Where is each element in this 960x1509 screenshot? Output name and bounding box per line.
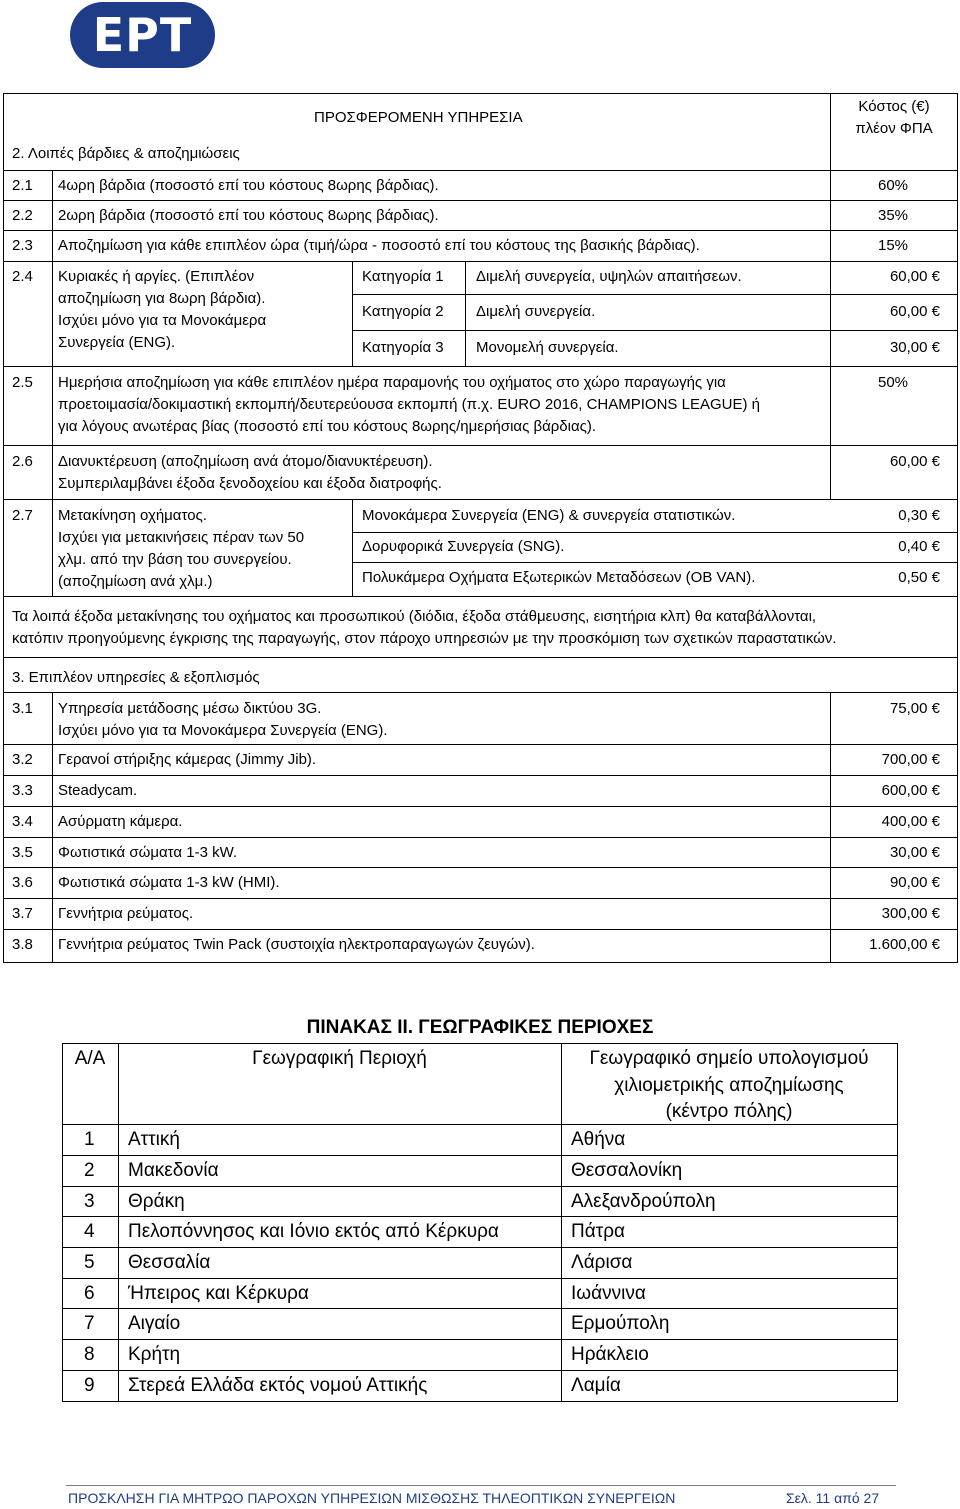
geo-region: Πελοπόννησος και Ιόνιο εκτός από Κέρκυρα [128, 1221, 499, 1242]
geo-region: Ήπειρος και Κέρκυρα [128, 1283, 309, 1304]
geo-city: Ηράκλειο [571, 1344, 649, 1365]
geo-region: Αττική [128, 1129, 180, 1150]
row-desc-line: (αποζημίωση ανά χλμ.) [58, 573, 213, 590]
row-num: 2.2 [12, 207, 33, 224]
row-desc: Γεννήτρια ρεύματος. [58, 905, 194, 922]
category-label: Κατηγορία 3 [362, 339, 444, 356]
header-cost-line2: πλέον ΦΠΑ [855, 120, 933, 137]
row-desc-line: Ισχύει μόνο για τα Μονοκάμερα [58, 312, 267, 329]
row-value: 90,00 € [889, 874, 940, 891]
geo-header-point-line: Γεωγραφικό σημείο υπολογισμού [589, 1048, 869, 1069]
geo-aa: 5 [84, 1252, 95, 1273]
row-value: 1.600,00 € [869, 936, 940, 953]
row-desc: 2ωρη βάρδια (ποσοστό επί του κόστους 8ωρης βάρδιας). [58, 207, 439, 224]
geo-header-aa: Α/Α [74, 1048, 106, 1069]
row-num: 2.6 [12, 453, 33, 470]
vehicle-item-value: 0,30 € [898, 507, 940, 524]
row-desc: Γεννήτρια ρεύματος Twin Pack (συστοιχία ηλεκτροπαραγωγών ζευγών). [58, 936, 535, 953]
row-num: 2.7 [12, 507, 33, 524]
row-desc-line: προετοιμασία/δοκιμαστική εκπομπή/δευτερεύουσα εκπομπή (π.χ. EURO 2016, CHAMPIONS LEAGUE) ή [58, 396, 760, 413]
row-value: 15% [878, 237, 909, 254]
row-desc-line: Κυριακές ή αργίες. (Επιπλέον [58, 268, 255, 285]
geo-city: Αλεξανδρούπολη [571, 1191, 716, 1212]
geo-region: Στερεά Ελλάδα εκτός νομού Αττικής [128, 1375, 428, 1396]
row-desc-line: Ισχύει για μετακινήσεις πέραν των 50 [58, 529, 305, 546]
category-value: 30,00 € [889, 339, 940, 356]
geo-header-region: Γεωγραφική Περιοχή [252, 1048, 427, 1069]
row-desc-line: Μετακίνηση οχήματος. [58, 507, 207, 524]
geo-aa: 6 [84, 1283, 95, 1304]
row-desc-line: Ισχύει μόνο για τα Μονοκάμερα Συνεργεία (ENG). [58, 722, 388, 739]
geo-table-title: ΠΙΝΑΚΑΣ ΙΙ. ΓΕΩΓΡΑΦΙΚΕΣ ΠΕΡΙΟΧΕΣ [306, 1017, 654, 1038]
row-num: 3.5 [12, 844, 33, 861]
row-desc-line: χλμ. από την βάση του συνεργείου. [58, 551, 292, 568]
vehicle-item-value: 0,40 € [898, 538, 940, 555]
row-desc: Φωτιστικά σώματα 1-3 kW (HMI). [58, 874, 280, 891]
footer-title: ΠΡΟΣΚΛΗΣΗ ΓΙΑ ΜΗΤΡΩΟ ΠΑΡΟΧΩΝ ΥΠΗΡΕΣΙΩΝ ΜΙΣΘΩΣΗΣ ΤΗΛΕΟΠΤΙΚΩΝ ΣΥΝΕΡΓΕΙΩΝ [68, 1490, 676, 1506]
row-desc: 4ωρη βάρδια (ποσοστό επί του κόστους 8ωρης βάρδιας). [58, 177, 439, 194]
vehicle-item-desc: Δορυφορικά Συνεργεία (SNG). [362, 538, 565, 555]
geo-aa: 3 [84, 1191, 95, 1212]
geo-city: Λάρισα [571, 1252, 633, 1273]
footer-page-number: Σελ. 11 από 27 [786, 1490, 880, 1506]
geo-aa: 9 [84, 1375, 95, 1396]
geo-aa: 7 [84, 1313, 95, 1334]
category-desc: Διμελή συνεργεία, υψηλών απαιτήσεων. [476, 268, 742, 285]
row-num: 3.1 [12, 700, 33, 717]
geo-region: Θεσσαλία [128, 1252, 211, 1273]
row-desc-line: Συνεργεία (ENG). [58, 334, 176, 351]
row-value: 75,00 € [889, 700, 940, 717]
row-num: 3.2 [12, 751, 33, 768]
row-value: 30,00 € [889, 844, 940, 861]
row-desc-line: Ημερήσια αποζημίωση για κάθε επιπλέον ημέρα παραμονής του οχήματος στο χώρο παραγωγής για [58, 374, 726, 391]
vehicle-item-desc: Μονοκάμερα Συνεργεία (ENG) & συνεργεία στατιστικών. [362, 507, 736, 524]
category-value: 60,00 € [889, 303, 940, 320]
row-desc: Φωτιστικά σώματα 1-3 kW. [58, 844, 238, 861]
row-num: 3.3 [12, 782, 33, 799]
row-num: 2.3 [12, 237, 33, 254]
category-label: Κατηγορία 1 [362, 268, 444, 285]
geo-aa: 2 [84, 1160, 95, 1181]
geo-city: Αθήνα [571, 1129, 626, 1150]
ert-logo: ΕΡΤ [70, 2, 215, 68]
row-num: 3.7 [12, 905, 33, 922]
geo-city: Ιωάννινα [571, 1283, 646, 1304]
vehicle-item-value: 0,50 € [898, 569, 940, 586]
geo-city: Ερμούπολη [571, 1313, 670, 1334]
geo-region: Κρήτη [128, 1344, 181, 1365]
note-line: Τα λοιπά έξοδα μετακίνησης του οχήματος και προσωπικού (διόδια, έξοδα στάθμευσης, εισητήρια κλπ) θα καταβάλλονται, [12, 608, 817, 625]
geo-header-point-line: (κέντρο πόλης) [665, 1101, 793, 1122]
row-value: 600,00 € [881, 782, 940, 799]
row-desc-line: για λόγους ανωτέρας βίας (ποσοστό επί του κόστους 8ωρης/ημερήσιας βάρδιας). [58, 418, 597, 435]
geo-region: Μακεδονία [128, 1160, 219, 1181]
geo-city: Θεσσαλονίκη [571, 1160, 683, 1181]
vehicle-item-desc: Πολυκάμερα Οχήματα Εξωτερικών Μεταδόσεων (OB VAN). [362, 569, 756, 586]
category-desc: Μονομελή συνεργεία. [476, 339, 619, 356]
row-desc-line: αποζημίωση για 8ωρη βάρδια). [58, 290, 266, 307]
row-desc-line: Συμπεριλαμβάνει έξοδα ξενοδοχείου και έξοδα διατροφής. [58, 475, 442, 492]
category-desc: Διμελή συνεργεία. [476, 303, 596, 320]
row-value: 60% [878, 177, 909, 194]
row-desc: Γερανοί στήριξης κάμερας (Jimmy Jib). [58, 751, 317, 768]
category-value: 60,00 € [889, 268, 940, 285]
geo-aa: 8 [84, 1344, 95, 1365]
geo-city: Λαμία [571, 1375, 621, 1396]
geo-aa: 1 [84, 1129, 95, 1150]
footer-rule [66, 1485, 896, 1486]
row-num: 3.6 [12, 874, 33, 891]
note-line: κατόπιν προηγούμενης έγκρισης της παραγωγής, στον πάροχο υπηρεσιών με την προσκόμιση των σχετικών παραστατικών. [12, 630, 837, 647]
row-value: 700,00 € [881, 751, 940, 768]
category-label: Κατηγορία 2 [362, 303, 444, 320]
row-desc: Αποζημίωση για κάθε επιπλέον ώρα (τιμή/ώρα - ποσοστό επί του κόστους της βασικής βάρδιας). [58, 237, 700, 254]
header-title: ΠΡΟΣΦΕΡΟΜΕΝΗ ΥΠΗΡΕΣΙΑ [314, 109, 523, 126]
geo-aa: 4 [84, 1221, 95, 1242]
row-desc-line: Υπηρεσία μετάδοσης μέσω δικτύου 3G. [58, 700, 322, 717]
geo-city: Πάτρα [571, 1221, 626, 1242]
row-num: 2.4 [12, 268, 33, 285]
row-desc: Ασύρματη κάμερα. [58, 813, 183, 830]
row-value: 300,00 € [881, 905, 940, 922]
geo-region: Αιγαίο [128, 1313, 181, 1334]
row-num: 2.1 [12, 177, 33, 194]
geo-header-point-line: χιλιομετρικής αποζημίωσης [614, 1075, 844, 1096]
row-desc-line: Διανυκτέρευση (αποζημίωση ανά άτομο/διανυκτέρευση). [58, 453, 433, 470]
row-num: 2.5 [12, 374, 33, 391]
geo-region: Θράκη [128, 1191, 185, 1212]
section-3-heading: 3. Επιπλέον υπηρεσίες & εξοπλισμός [12, 669, 260, 686]
row-num: 3.4 [12, 813, 33, 830]
row-num: 3.8 [12, 936, 33, 953]
row-value: 60,00 € [889, 453, 940, 470]
row-value: 50% [878, 374, 909, 391]
row-value: 400,00 € [881, 813, 940, 830]
row-desc: Steadycam. [58, 782, 138, 799]
header-cost-line1: Κόστος (€) [858, 98, 930, 115]
section-2-heading: 2. Λοιπές βάρδιες & αποζημιώσεις [12, 145, 240, 162]
row-value: 35% [878, 207, 909, 224]
